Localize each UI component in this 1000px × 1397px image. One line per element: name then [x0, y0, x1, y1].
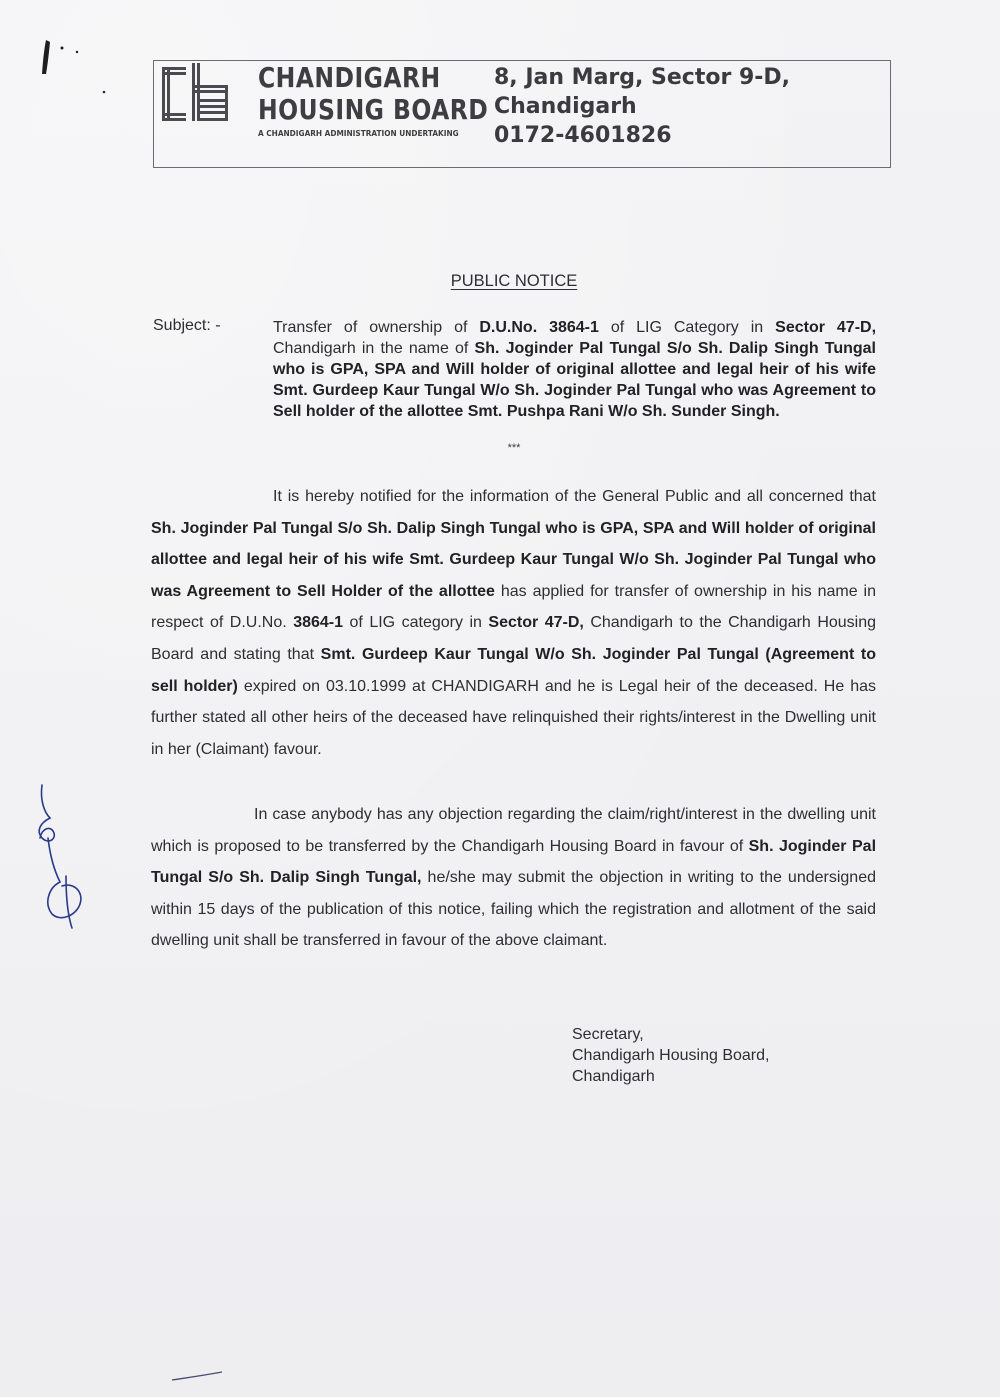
phone-number: 0172-4601826: [494, 123, 672, 148]
paragraph-run: Chandigarh to the Chandigarh Housing Board and stating that: [151, 614, 877, 663]
address-line2: Chandigarh: [494, 94, 637, 119]
subject-bold-run: Sh. Joginder Pal Tungal S/o Sh. Dalip Singh Tungal who is GPA, SPA and Will holder of original allottee and legal heir of his wife Smt. Gurdeep Kaur Tungal W/o Sh. Joginder Pal Tungal who was Agreement to Sell holder of the allottee Smt. Pushpa Rani W/o Sh. Sunder Singh.: [273, 340, 877, 420]
signatory-designation: Secretary,: [572, 1026, 644, 1043]
notice-paragraph-2: [151, 799, 876, 957]
address-line1: 8, Jan Marg, Sector 9-D,: [494, 65, 791, 90]
subject-bold-run: D.U.No. 3864-1: [479, 319, 599, 336]
paragraph-run: has applied for transfer of ownership in his name in respect of D.U.No.: [151, 582, 877, 632]
paragraph-bold-run: Sh. Joginder Pal Tungal S/o Sh. Dalip Singh Tungal,: [151, 837, 877, 887]
signatory-organization: Chandigarh Housing Board,: [572, 1047, 770, 1064]
signature-block: [572, 1024, 769, 1087]
signatory-city: Chandigarh: [572, 1068, 655, 1085]
subject-run: Transfer of ownership of: [273, 319, 480, 336]
subject-bold-run: Sector 47-D,: [775, 319, 877, 336]
org-tagline: A CHANDIGARH ADMINISTRATION UNDERTAKING: [258, 129, 459, 138]
paragraph-bold-run: 3864-1: [293, 614, 344, 632]
paragraph-run: expired on 03.10.1999 at CHANDIGARH and he is Legal heir of the deceased. He has further stated all other heirs of the deceased have relinquished their rights/interest in the Dwelling unit in her (Claimant) favour.: [151, 677, 877, 758]
org-name-line1: CHANDIGARH: [258, 61, 441, 94]
chb-logo-icon: [162, 63, 232, 125]
subject-label: Subject: -: [153, 317, 221, 334]
paragraph-bold-run: Smt. Gurdeep Kaur Tungal W/o Sh. Joginder Pal Tungal (Agreement to sell holder): [151, 645, 876, 695]
separator: ***: [507, 442, 521, 454]
subject-run: Chandigarh in the name of: [273, 340, 475, 357]
paragraph-bold-run: Sector 47-D,: [488, 614, 584, 632]
letterhead: [153, 60, 891, 168]
paragraph-run: It is hereby notified for the information of the General Public and all concerned that: [273, 488, 876, 505]
paragraph-run: In case anybody has any objection regarding the claim/right/interest in the dwelling unit which is proposed to be transferred by the Chandigarh Housing Board in favour of: [151, 806, 876, 855]
notice-paragraph-1: [151, 481, 876, 765]
notice-title: PUBLIC NOTICE: [450, 272, 578, 290]
paragraph-bold-run: Sh. Joginder Pal Tungal S/o Sh. Dalip Singh Tungal who is GPA, SPA and Will holder of original allottee and legal heir of his wife Smt. Gurdeep Kaur Tungal W/o Sh. Joginder Pal Tungal who was Agreement to Sell Holder of the allottee: [151, 519, 876, 600]
paragraph-run: he/she may submit the objection in writing to the undersigned within 15 days of the publication of this notice, failing which the registration and allotment of the said dwelling unit shall be transferred in favour of the above claimant.: [151, 869, 876, 950]
paragraph-run: of LIG category in: [343, 614, 489, 632]
subject-text: [273, 317, 876, 422]
subject-run: of LIG Category in: [598, 319, 776, 336]
org-address: [494, 63, 790, 150]
org-name-line2: HOUSING BOARD: [258, 93, 489, 126]
